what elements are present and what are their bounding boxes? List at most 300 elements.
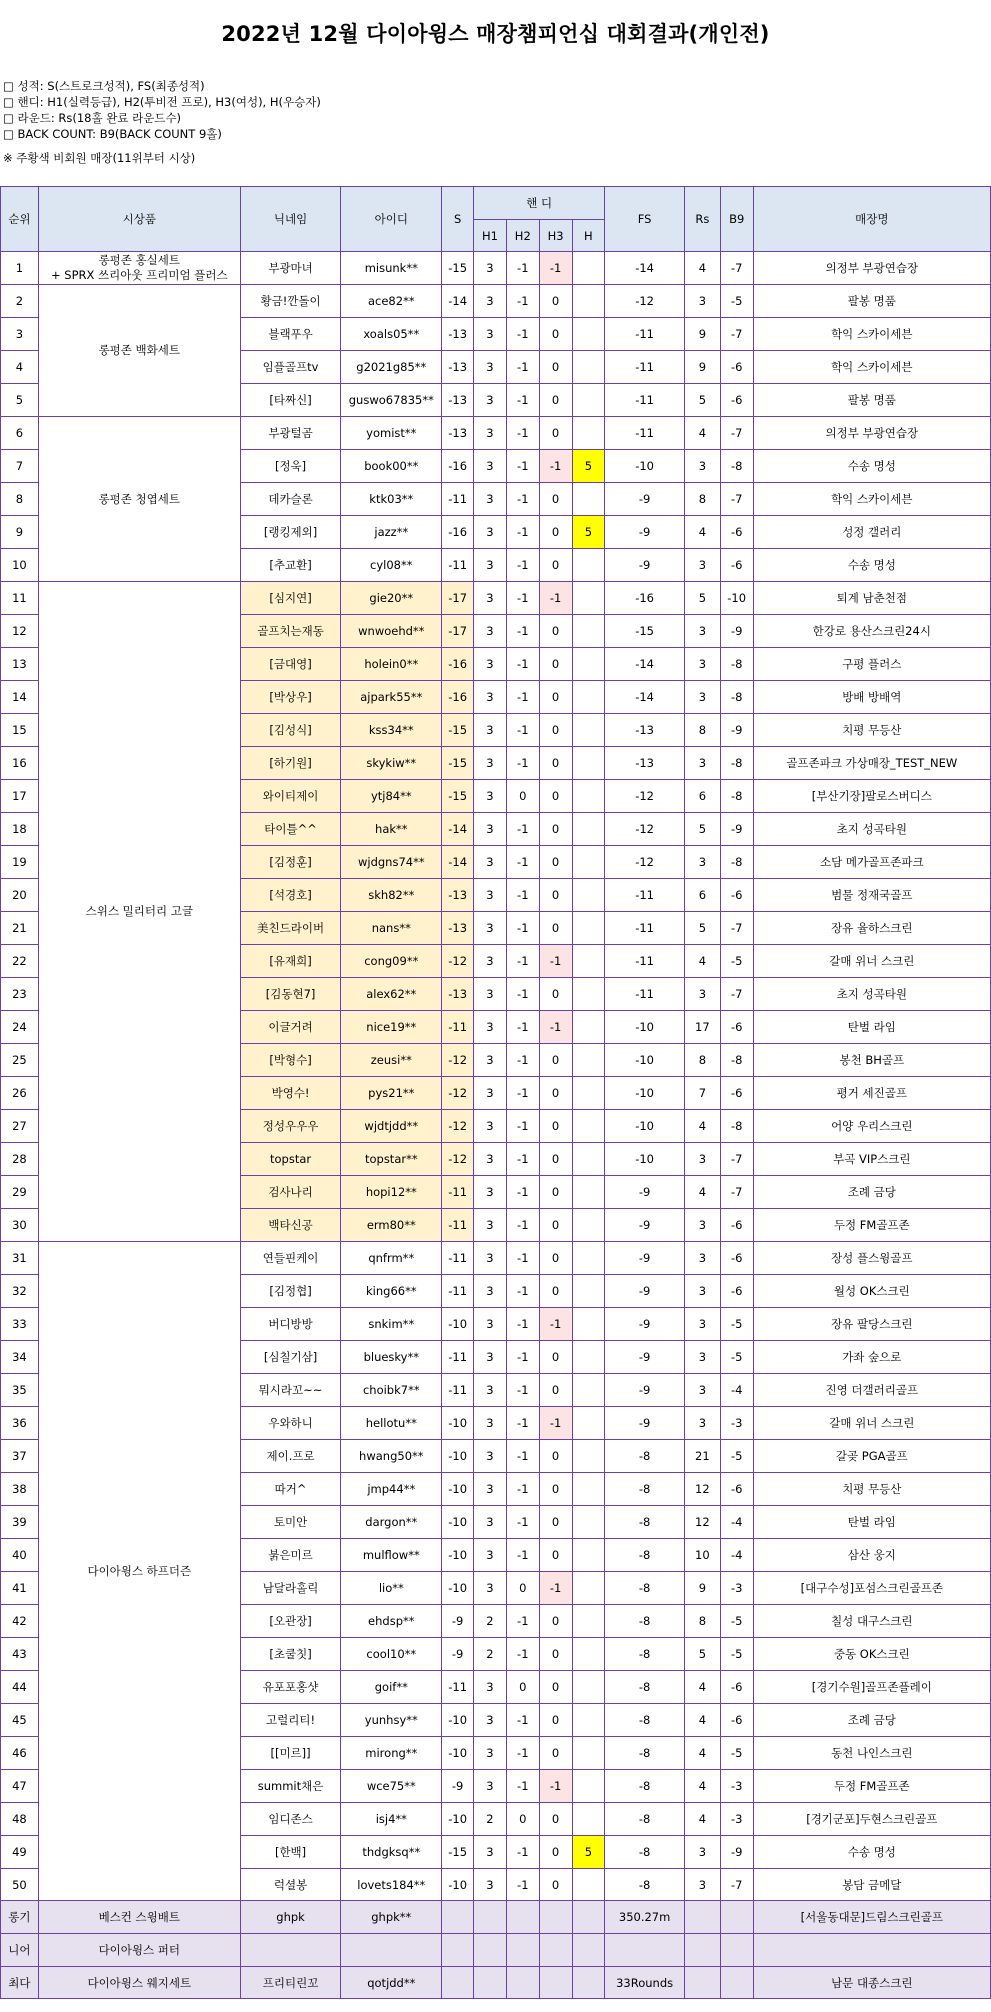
cell-rs: 3 bbox=[684, 1374, 720, 1407]
cell-b9: -8 bbox=[720, 846, 753, 879]
cell-h1: 3 bbox=[474, 1242, 507, 1275]
cell-nickname: [박상우] bbox=[240, 681, 341, 714]
cell-user-id: ehdsp** bbox=[341, 1605, 442, 1638]
col-h3: H3 bbox=[539, 220, 572, 252]
cell-fs: 33Rounds bbox=[605, 1967, 685, 1999]
cell-fs: -8 bbox=[605, 1473, 685, 1506]
cell-rs: 9 bbox=[684, 1572, 720, 1605]
cell-h bbox=[572, 1209, 605, 1242]
cell-rs: 3 bbox=[684, 615, 720, 648]
cell-s: -10 bbox=[442, 1869, 474, 1901]
note-handicap: □ 핸디: H1(실력등급), H2(투비전 프로), H3(여성), H(우승자) bbox=[3, 95, 321, 109]
cell-rank: 4 bbox=[1, 351, 39, 384]
cell-user-id: yunhsy** bbox=[341, 1704, 442, 1737]
cell-nickname: 럭셜봉 bbox=[240, 1869, 341, 1901]
cell-s: -12 bbox=[442, 945, 474, 978]
cell-nickname: 타이틀^^ bbox=[240, 813, 341, 846]
cell-nickname: 블랙푸우 bbox=[240, 318, 341, 351]
cell-h2: -1 bbox=[506, 285, 539, 318]
cell-h2: -1 bbox=[506, 549, 539, 582]
cell-store: 초지 성곡타원 bbox=[753, 978, 990, 1011]
cell-rank: 22 bbox=[1, 945, 39, 978]
cell-h bbox=[572, 549, 605, 582]
cell-nickname: 남달라홀릭 bbox=[240, 1572, 341, 1605]
cell-b9: -7 bbox=[720, 318, 753, 351]
cell-h1: 3 bbox=[474, 1275, 507, 1308]
cell-h2: -1 bbox=[506, 714, 539, 747]
cell-rank: 11 bbox=[1, 582, 39, 615]
cell-nickname: 프리티린꼬 bbox=[240, 1967, 341, 1999]
cell-b9: -8 bbox=[720, 681, 753, 714]
cell-s: -13 bbox=[442, 879, 474, 912]
cell-user-id: nice19** bbox=[341, 1011, 442, 1044]
cell-store: 삼산 웅지 bbox=[753, 1539, 990, 1572]
cell-store: 성정 갤러리 bbox=[753, 516, 990, 549]
cell-b9: -6 bbox=[720, 351, 753, 384]
cell-rs: 12 bbox=[684, 1473, 720, 1506]
cell-rank: 5 bbox=[1, 384, 39, 417]
cell-rank: 12 bbox=[1, 615, 39, 648]
cell-nickname: 와이티제이 bbox=[240, 780, 341, 813]
cell-h1: 2 bbox=[474, 1605, 507, 1638]
cell-s: -11 bbox=[442, 483, 474, 516]
cell-h3: -1 bbox=[539, 450, 572, 483]
cell-h3: 0 bbox=[539, 1077, 572, 1110]
cell-h1 bbox=[474, 1934, 507, 1967]
cell-h1: 3 bbox=[474, 1770, 507, 1803]
cell-fs: -12 bbox=[605, 780, 685, 813]
cell-nickname: 박영수! bbox=[240, 1077, 341, 1110]
cell-user-id: alex62** bbox=[341, 978, 442, 1011]
cell-user-id: qotjdd** bbox=[341, 1967, 442, 1999]
cell-rank: 41 bbox=[1, 1572, 39, 1605]
cell-h bbox=[572, 1407, 605, 1440]
cell-h3: 0 bbox=[539, 813, 572, 846]
cell-store: 구평 플러스 bbox=[753, 648, 990, 681]
cell-h2: -1 bbox=[506, 384, 539, 417]
cell-fs: -9 bbox=[605, 1341, 685, 1374]
cell-nickname: 따거^ bbox=[240, 1473, 341, 1506]
cell-store: 수송 명성 bbox=[753, 1836, 990, 1869]
cell-b9: -9 bbox=[720, 813, 753, 846]
cell-h2: -1 bbox=[506, 1044, 539, 1077]
cell-h: 5 bbox=[572, 516, 605, 549]
cell-h1: 3 bbox=[474, 1572, 507, 1605]
cell-h3: 0 bbox=[539, 1176, 572, 1209]
col-rank: 순위 bbox=[1, 187, 39, 252]
cell-nickname: [타짜신] bbox=[240, 384, 341, 417]
cell-user-id: mulflow** bbox=[341, 1539, 442, 1572]
cell-b9: -8 bbox=[720, 747, 753, 780]
cell-h2 bbox=[506, 1934, 539, 1967]
cell-store: [서울동대문]드림스크린골프 bbox=[753, 1901, 990, 1934]
cell-h2: -1 bbox=[506, 417, 539, 450]
cell-user-id: book00** bbox=[341, 450, 442, 483]
cell-user-id: skykiw** bbox=[341, 747, 442, 780]
cell-h1: 3 bbox=[474, 780, 507, 813]
cell-h3: 0 bbox=[539, 747, 572, 780]
cell-store: 갈매 위너 스크린 bbox=[753, 945, 990, 978]
cell-h2: -1 bbox=[506, 681, 539, 714]
cell-rs: 8 bbox=[684, 714, 720, 747]
cell-fs: -8 bbox=[605, 1836, 685, 1869]
cell-rank: 23 bbox=[1, 978, 39, 1011]
cell-user-id: dargon** bbox=[341, 1506, 442, 1539]
cell-h2: -1 bbox=[506, 1539, 539, 1572]
cell-rs: 4 bbox=[684, 1770, 720, 1803]
cell-fs: -9 bbox=[605, 483, 685, 516]
cell-rs: 10 bbox=[684, 1539, 720, 1572]
cell-store: 수송 명성 bbox=[753, 549, 990, 582]
col-s: S bbox=[442, 187, 474, 252]
cell-h2: -1 bbox=[506, 1374, 539, 1407]
cell-h2: -1 bbox=[506, 450, 539, 483]
cell-s: -15 bbox=[442, 714, 474, 747]
cell-h: 5 bbox=[572, 1836, 605, 1869]
cell-nickname: 유포포홍샷 bbox=[240, 1671, 341, 1704]
cell-h bbox=[572, 1934, 605, 1967]
cell-rs: 4 bbox=[684, 1737, 720, 1770]
cell-nickname: 임디존스 bbox=[240, 1803, 341, 1836]
legend-notes bbox=[3, 78, 321, 166]
cell-h bbox=[572, 846, 605, 879]
cell-rs: 3 bbox=[684, 1836, 720, 1869]
cell-prize bbox=[38, 252, 240, 285]
cell-h1: 3 bbox=[474, 1011, 507, 1044]
cell-h bbox=[572, 1110, 605, 1143]
cell-rs: 8 bbox=[684, 1044, 720, 1077]
cell-b9: -9 bbox=[720, 1836, 753, 1869]
col-prize: 시상품 bbox=[38, 187, 240, 252]
note-rounds: □ 라운드: Rs(18홀 완료 라운드수) bbox=[3, 111, 182, 125]
cell-store: 소담 메가골프존파크 bbox=[753, 846, 990, 879]
cell-rs: 3 bbox=[684, 1209, 720, 1242]
cell-fs: -9 bbox=[605, 1242, 685, 1275]
cell-fs: -11 bbox=[605, 879, 685, 912]
cell-prize: 다이아윙스 웨지세트 bbox=[38, 1967, 240, 1999]
cell-user-id: cong09** bbox=[341, 945, 442, 978]
cell-fs bbox=[605, 1934, 685, 1967]
cell-h1: 3 bbox=[474, 978, 507, 1011]
cell-h2: -1 bbox=[506, 1869, 539, 1901]
cell-store: 장성 플스윙골프 bbox=[753, 1242, 990, 1275]
cell-h2: -1 bbox=[506, 879, 539, 912]
cell-rs: 4 bbox=[684, 945, 720, 978]
cell-store: 의정부 부광연습장 bbox=[753, 417, 990, 450]
cell-h2: -1 bbox=[506, 1737, 539, 1770]
cell-store: 한강로 용산스크린24시 bbox=[753, 615, 990, 648]
cell-h3: 0 bbox=[539, 978, 572, 1011]
cell-nickname: [석경호] bbox=[240, 879, 341, 912]
cell-b9 bbox=[720, 1901, 753, 1934]
cell-s: -10 bbox=[442, 1704, 474, 1737]
cell-h2: -1 bbox=[506, 351, 539, 384]
cell-rank: 31 bbox=[1, 1242, 39, 1275]
cell-rs bbox=[684, 1967, 720, 1999]
cell-h1: 3 bbox=[474, 879, 507, 912]
cell-award-label: 니어 bbox=[1, 1934, 39, 1967]
cell-nickname: [랭킹제외] bbox=[240, 516, 341, 549]
cell-h1: 3 bbox=[474, 1374, 507, 1407]
prize-line: 스위스 밀리터리 고글 bbox=[85, 904, 193, 918]
cell-store: [대구수성]포섬스크린골프존 bbox=[753, 1572, 990, 1605]
cell-b9: -7 bbox=[720, 252, 753, 285]
cell-h1: 3 bbox=[474, 846, 507, 879]
cell-rank: 7 bbox=[1, 450, 39, 483]
cell-rank: 14 bbox=[1, 681, 39, 714]
cell-fs: -9 bbox=[605, 549, 685, 582]
cell-rs: 17 bbox=[684, 1011, 720, 1044]
cell-store: 학익 스카이세븐 bbox=[753, 318, 990, 351]
cell-h1: 3 bbox=[474, 813, 507, 846]
cell-fs: -15 bbox=[605, 615, 685, 648]
cell-s: -12 bbox=[442, 1143, 474, 1176]
cell-nickname: 부광털곰 bbox=[240, 417, 341, 450]
cell-store: 두정 FM골프존 bbox=[753, 1770, 990, 1803]
cell-fs: -11 bbox=[605, 318, 685, 351]
cell-rs: 3 bbox=[684, 285, 720, 318]
cell-s: -16 bbox=[442, 450, 474, 483]
cell-s: -11 bbox=[442, 1242, 474, 1275]
cell-h bbox=[572, 1077, 605, 1110]
cell-fs: -11 bbox=[605, 417, 685, 450]
cell-h2: -1 bbox=[506, 846, 539, 879]
cell-store: 남문 대종스크린 bbox=[753, 1967, 990, 1999]
cell-h1: 3 bbox=[474, 1539, 507, 1572]
cell-nickname: [박형수] bbox=[240, 1044, 341, 1077]
cell-b9: -6 bbox=[720, 879, 753, 912]
cell-h1: 3 bbox=[474, 1869, 507, 1901]
cell-h2: -1 bbox=[506, 1407, 539, 1440]
cell-rank: 46 bbox=[1, 1737, 39, 1770]
cell-fs: -10 bbox=[605, 450, 685, 483]
cell-user-id: hwang50** bbox=[341, 1440, 442, 1473]
cell-fs: -10 bbox=[605, 1110, 685, 1143]
cell-h1: 3 bbox=[474, 1836, 507, 1869]
cell-fs: -12 bbox=[605, 813, 685, 846]
special-award-row bbox=[1, 1934, 991, 1967]
col-b9: B9 bbox=[720, 187, 753, 252]
cell-user-id: isj4** bbox=[341, 1803, 442, 1836]
cell-s: -15 bbox=[442, 780, 474, 813]
cell-nickname: [오관장] bbox=[240, 1605, 341, 1638]
cell-store: [경기수원]골프존플레이 bbox=[753, 1671, 990, 1704]
cell-store: 조례 금당 bbox=[753, 1704, 990, 1737]
cell-user-id: choibk7** bbox=[341, 1374, 442, 1407]
cell-fs: -9 bbox=[605, 1374, 685, 1407]
cell-s: -10 bbox=[442, 1572, 474, 1605]
cell-prize: 베스컨 스윙배트 bbox=[38, 1901, 240, 1934]
cell-h2: -1 bbox=[506, 1110, 539, 1143]
cell-h bbox=[572, 1473, 605, 1506]
cell-rs: 4 bbox=[684, 1704, 720, 1737]
cell-h3: 0 bbox=[539, 549, 572, 582]
cell-h3: 0 bbox=[539, 1638, 572, 1671]
cell-nickname: ghpk bbox=[240, 1901, 341, 1934]
cell-rs: 8 bbox=[684, 1605, 720, 1638]
cell-rs: 4 bbox=[684, 1176, 720, 1209]
cell-h3: 0 bbox=[539, 648, 572, 681]
cell-user-id: misunk** bbox=[341, 252, 442, 285]
cell-nickname: [초쿨칫] bbox=[240, 1638, 341, 1671]
cell-b9: -7 bbox=[720, 978, 753, 1011]
cell-h2: 0 bbox=[506, 780, 539, 813]
cell-b9: -6 bbox=[720, 1275, 753, 1308]
cell-rs: 3 bbox=[684, 549, 720, 582]
cell-rank: 24 bbox=[1, 1011, 39, 1044]
cell-fs: -8 bbox=[605, 1572, 685, 1605]
cell-store bbox=[753, 1934, 990, 1967]
cell-h bbox=[572, 1506, 605, 1539]
cell-rank: 2 bbox=[1, 285, 39, 318]
cell-h bbox=[572, 747, 605, 780]
cell-h3 bbox=[539, 1934, 572, 1967]
cell-s: -15 bbox=[442, 1836, 474, 1869]
cell-h1: 3 bbox=[474, 912, 507, 945]
cell-b9: -4 bbox=[720, 1374, 753, 1407]
cell-store: 골프존파크 가상매장_TEST_NEW bbox=[753, 747, 990, 780]
cell-h1: 3 bbox=[474, 714, 507, 747]
cell-h3: 0 bbox=[539, 846, 572, 879]
cell-store: 수송 명성 bbox=[753, 450, 990, 483]
cell-b9: -7 bbox=[720, 417, 753, 450]
cell-store: 치평 무등산 bbox=[753, 1473, 990, 1506]
cell-h3: -1 bbox=[539, 1770, 572, 1803]
cell-s: -11 bbox=[442, 549, 474, 582]
cell-fs: -8 bbox=[605, 1671, 685, 1704]
cell-h1: 3 bbox=[474, 1308, 507, 1341]
cell-b9 bbox=[720, 1934, 753, 1967]
cell-h1: 3 bbox=[474, 1407, 507, 1440]
cell-nickname: [심지연] bbox=[240, 582, 341, 615]
cell-rs: 4 bbox=[684, 252, 720, 285]
cell-s bbox=[442, 1901, 474, 1934]
cell-fs: -9 bbox=[605, 1275, 685, 1308]
cell-user-id: nans** bbox=[341, 912, 442, 945]
cell-store: 학익 스카이세븐 bbox=[753, 351, 990, 384]
table-row bbox=[1, 285, 991, 318]
cell-rs: 5 bbox=[684, 582, 720, 615]
cell-h1: 3 bbox=[474, 549, 507, 582]
cell-store: 갈곶 PGA골프 bbox=[753, 1440, 990, 1473]
cell-h3: -1 bbox=[539, 582, 572, 615]
cell-rs: 9 bbox=[684, 351, 720, 384]
cell-store: 방배 방배역 bbox=[753, 681, 990, 714]
cell-store: 범물 정재국골프 bbox=[753, 879, 990, 912]
cell-h1: 3 bbox=[474, 450, 507, 483]
cell-nickname: [김동현7] bbox=[240, 978, 341, 1011]
cell-fs: -8 bbox=[605, 1704, 685, 1737]
cell-b9: -8 bbox=[720, 1110, 753, 1143]
cell-b9: -7 bbox=[720, 1869, 753, 1901]
col-h: H bbox=[572, 220, 605, 252]
cell-user-id: snkim** bbox=[341, 1308, 442, 1341]
note-score: □ 성적: S(스트로크성적), FS(최종성적) bbox=[3, 79, 205, 93]
cell-h3: 0 bbox=[539, 1737, 572, 1770]
col-fs: FS bbox=[605, 187, 685, 252]
cell-user-id: guswo67835** bbox=[341, 384, 442, 417]
cell-b9: -8 bbox=[720, 780, 753, 813]
cell-h3: 0 bbox=[539, 318, 572, 351]
cell-h3: 0 bbox=[539, 780, 572, 813]
cell-h bbox=[572, 1011, 605, 1044]
cell-s: -11 bbox=[442, 1341, 474, 1374]
cell-user-id: wnwoehd** bbox=[341, 615, 442, 648]
cell-store: 탄벌 라임 bbox=[753, 1011, 990, 1044]
cell-user-id: ace82** bbox=[341, 285, 442, 318]
special-award-row bbox=[1, 1901, 991, 1934]
col-id: 아이디 bbox=[341, 187, 442, 252]
cell-h3: 0 bbox=[539, 483, 572, 516]
special-award-row bbox=[1, 1967, 991, 1999]
cell-h2: -1 bbox=[506, 582, 539, 615]
cell-b9: -5 bbox=[720, 1605, 753, 1638]
cell-fs: -8 bbox=[605, 1803, 685, 1836]
cell-rs: 12 bbox=[684, 1506, 720, 1539]
cell-fs: -9 bbox=[605, 1176, 685, 1209]
cell-b9: -9 bbox=[720, 615, 753, 648]
cell-fs: -14 bbox=[605, 681, 685, 714]
cell-h1: 3 bbox=[474, 516, 507, 549]
cell-b9: -3 bbox=[720, 1572, 753, 1605]
cell-rank: 1 bbox=[1, 252, 39, 285]
cell-rank: 19 bbox=[1, 846, 39, 879]
cell-store: 조례 금당 bbox=[753, 1176, 990, 1209]
cell-user-id: holein0** bbox=[341, 648, 442, 681]
cell-store: 장유 율하스크린 bbox=[753, 912, 990, 945]
cell-store: 진영 더갤러리골프 bbox=[753, 1374, 990, 1407]
cell-h2: -1 bbox=[506, 318, 539, 351]
cell-s: -17 bbox=[442, 615, 474, 648]
cell-nickname: 버디방방 bbox=[240, 1308, 341, 1341]
cell-h bbox=[572, 384, 605, 417]
cell-user-id: hak** bbox=[341, 813, 442, 846]
cell-award-label: 최다 bbox=[1, 1967, 39, 1999]
cell-h2: -1 bbox=[506, 945, 539, 978]
cell-nickname: [금대영] bbox=[240, 648, 341, 681]
cell-nickname: summit채은 bbox=[240, 1770, 341, 1803]
cell-nickname: 붉은미르 bbox=[240, 1539, 341, 1572]
cell-h bbox=[572, 1967, 605, 1999]
cell-s: -10 bbox=[442, 1473, 474, 1506]
cell-rs: 5 bbox=[684, 1638, 720, 1671]
cell-rs: 3 bbox=[684, 846, 720, 879]
cell-s: -10 bbox=[442, 1308, 474, 1341]
cell-h bbox=[572, 879, 605, 912]
cell-h3: 0 bbox=[539, 1341, 572, 1374]
cell-rs: 21 bbox=[684, 1440, 720, 1473]
cell-h3: 0 bbox=[539, 285, 572, 318]
cell-b9: -5 bbox=[720, 1638, 753, 1671]
cell-nickname: 백타신공 bbox=[240, 1209, 341, 1242]
cell-h bbox=[572, 615, 605, 648]
cell-b9: -6 bbox=[720, 549, 753, 582]
cell-h bbox=[572, 1671, 605, 1704]
cell-s: -11 bbox=[442, 1374, 474, 1407]
cell-h bbox=[572, 285, 605, 318]
cell-h1: 3 bbox=[474, 1209, 507, 1242]
cell-rank: 9 bbox=[1, 516, 39, 549]
cell-store: 팔봉 명품 bbox=[753, 384, 990, 417]
cell-nickname: [하기원] bbox=[240, 747, 341, 780]
cell-store: 봉담 금메달 bbox=[753, 1869, 990, 1901]
cell-nickname: [추교환] bbox=[240, 549, 341, 582]
cell-user-id: king66** bbox=[341, 1275, 442, 1308]
cell-h3: 0 bbox=[539, 615, 572, 648]
cell-h bbox=[572, 483, 605, 516]
cell-rs: 5 bbox=[684, 384, 720, 417]
cell-fs: -11 bbox=[605, 384, 685, 417]
